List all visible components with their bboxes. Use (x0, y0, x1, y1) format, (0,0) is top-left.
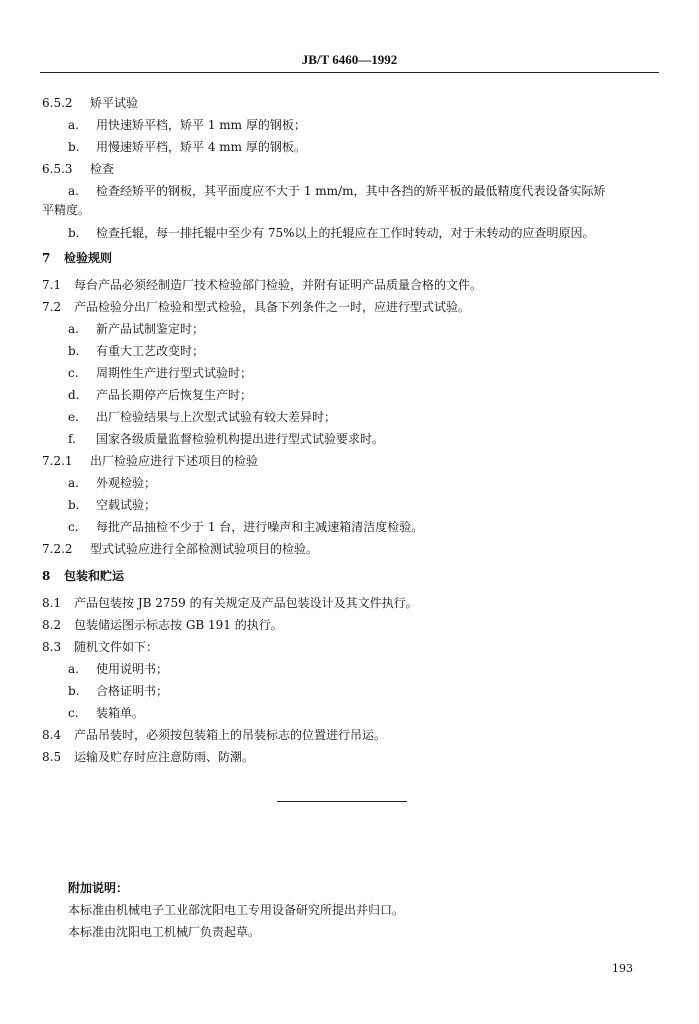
clause-number: d. (68, 388, 80, 402)
clause-text: 包装储运图示标志按 GB 191 的执行。 (74, 618, 283, 632)
clause-text: 检查经矫平的钢板，其平面度应不大于 1 mm/m，其中各挡的矫平板的最低精度代表设备实际矫 (96, 184, 606, 198)
clause-number: b. (68, 226, 80, 240)
clause-number: 8.3 (42, 640, 62, 654)
text-line (68, 409, 336, 425)
clause-text: 合格证明书； (96, 684, 169, 698)
clause-number: 8.2 (42, 618, 62, 632)
clause-text: 用慢速矫平档，矫平 4 mm 厚的钢板。 (96, 140, 306, 154)
clause-number: 6.5.2 (42, 96, 73, 110)
text-line (68, 139, 306, 155)
clause-text: 矫平试验 (90, 96, 139, 110)
clause-number: a. (68, 184, 79, 198)
text-line (42, 568, 124, 584)
clause-text: 附加说明： (68, 881, 129, 895)
clause-number: 7.2.1 (42, 454, 73, 468)
clause-number: e. (68, 410, 79, 424)
text-line (68, 431, 384, 447)
text-line (68, 519, 423, 535)
clause-text: 装箱单。 (96, 706, 145, 720)
clause-text: 出厂检验结果与上次型式试验有较大差异时； (96, 410, 337, 424)
text-line (42, 617, 283, 633)
clause-number: b. (68, 684, 80, 698)
clause-number: 7.2.2 (42, 542, 73, 556)
clause-number: c. (68, 366, 79, 380)
text-line (42, 299, 470, 315)
text-line (68, 497, 156, 513)
text-line (68, 225, 595, 241)
clause-text: 检查 (90, 162, 115, 176)
clause-text: 产品检验分出厂检验和型式检验，具备下列条件之一时，应进行型式试验。 (74, 300, 471, 314)
clause-number: 6.5.3 (42, 162, 73, 176)
text-line (68, 880, 128, 896)
clause-text: 检验规则 (64, 251, 113, 265)
clause-number: 8.5 (42, 750, 62, 764)
text-line (42, 277, 482, 293)
text-line (42, 161, 114, 177)
clause-text: 有重大工艺改变时； (96, 344, 205, 358)
text-line (68, 661, 168, 677)
clause-text: 本标准由沈阳电工机械厂负责起草。 (68, 925, 261, 939)
clause-text: 本标准由机械电子工业部沈阳电工专用设备研究所提出并归口。 (68, 903, 405, 917)
clause-number: 8 (42, 569, 51, 583)
clause-text: 外观检验； (96, 476, 157, 490)
text-line (68, 683, 168, 699)
text-line (68, 475, 156, 491)
end-of-text-rule (277, 801, 407, 802)
clause-text: 每台产品必须经制造厂技术检验部门检验，并附有证明产品质量合格的文件。 (74, 278, 483, 292)
clause-text: 国家各级质量监督检验机构提出进行型式试验要求时。 (96, 432, 385, 446)
text-line (42, 95, 138, 111)
clause-text: 用快速矫平档，矫平 1 mm 厚的钢板； (96, 118, 306, 132)
clause-text: 产品包装按 JB 2759 的有关规定及产品包装设计及其文件执行。 (74, 596, 418, 610)
clause-text: 检查托辊，每一排托辊中至少有 75%以上的托辊应在工作时转动，对于未转动的应查明原因。 (96, 226, 595, 240)
clause-text: 型式试验应进行全部检测试验项目的检验。 (90, 542, 319, 556)
clause-number: b. (68, 140, 80, 154)
clause-number: a. (68, 476, 79, 490)
text-line (68, 705, 144, 721)
clause-text: 随机文件如下： (74, 640, 159, 654)
clause-number: 7.2 (42, 300, 62, 314)
clause-number: 8.4 (42, 728, 62, 742)
text-line (42, 250, 112, 266)
text-line (42, 727, 386, 743)
clause-text: 运输及贮存时应注意防雨、防潮。 (74, 750, 255, 764)
text-line (42, 202, 90, 218)
clause-number: c. (68, 706, 79, 720)
clause-number: 8.1 (42, 596, 62, 610)
text-line (42, 541, 318, 557)
clause-text: 出厂检验应进行下述项目的检验 (90, 454, 259, 468)
text-line (42, 595, 418, 611)
text-line (42, 749, 254, 765)
text-line (68, 343, 204, 359)
clause-text: 新产品试制鉴定时； (96, 322, 205, 336)
document-code-header: JB/T 6460—1992 (301, 52, 398, 67)
clause-text: 包装和贮运 (64, 569, 125, 583)
clause-number: a. (68, 322, 79, 336)
clause-number: c. (68, 520, 79, 534)
text-line (42, 639, 158, 655)
clause-text: 周期性生产进行型式试验时； (96, 366, 253, 380)
text-line (68, 387, 252, 403)
text-line (68, 117, 306, 133)
clause-number: b. (68, 344, 80, 358)
header-rule (40, 72, 659, 73)
text-line (68, 924, 260, 940)
clause-text: 空载试验； (96, 498, 157, 512)
clause-text: 平精度。 (42, 203, 91, 217)
text-line (42, 453, 258, 469)
clause-text: 产品吊装时，必须按包装箱上的吊装标志的位置进行吊运。 (74, 728, 387, 742)
text-line (68, 321, 204, 337)
text-line (68, 365, 252, 381)
clause-number: f. (68, 432, 76, 446)
clause-number: a. (68, 662, 79, 676)
clause-text: 产品长期停产后恢复生产时； (96, 388, 253, 402)
clause-number: b. (68, 498, 80, 512)
text-line (68, 902, 404, 918)
clause-number: 7.1 (42, 278, 62, 292)
text-line (68, 183, 605, 199)
clause-number: a. (68, 118, 79, 132)
clause-text: 使用说明书； (96, 662, 169, 676)
clause-number: 7 (42, 251, 51, 265)
page-number: 193 (612, 962, 633, 975)
clause-text: 每批产品抽检不少于 1 台，进行噪声和主减速箱清洁度检验。 (96, 520, 424, 534)
